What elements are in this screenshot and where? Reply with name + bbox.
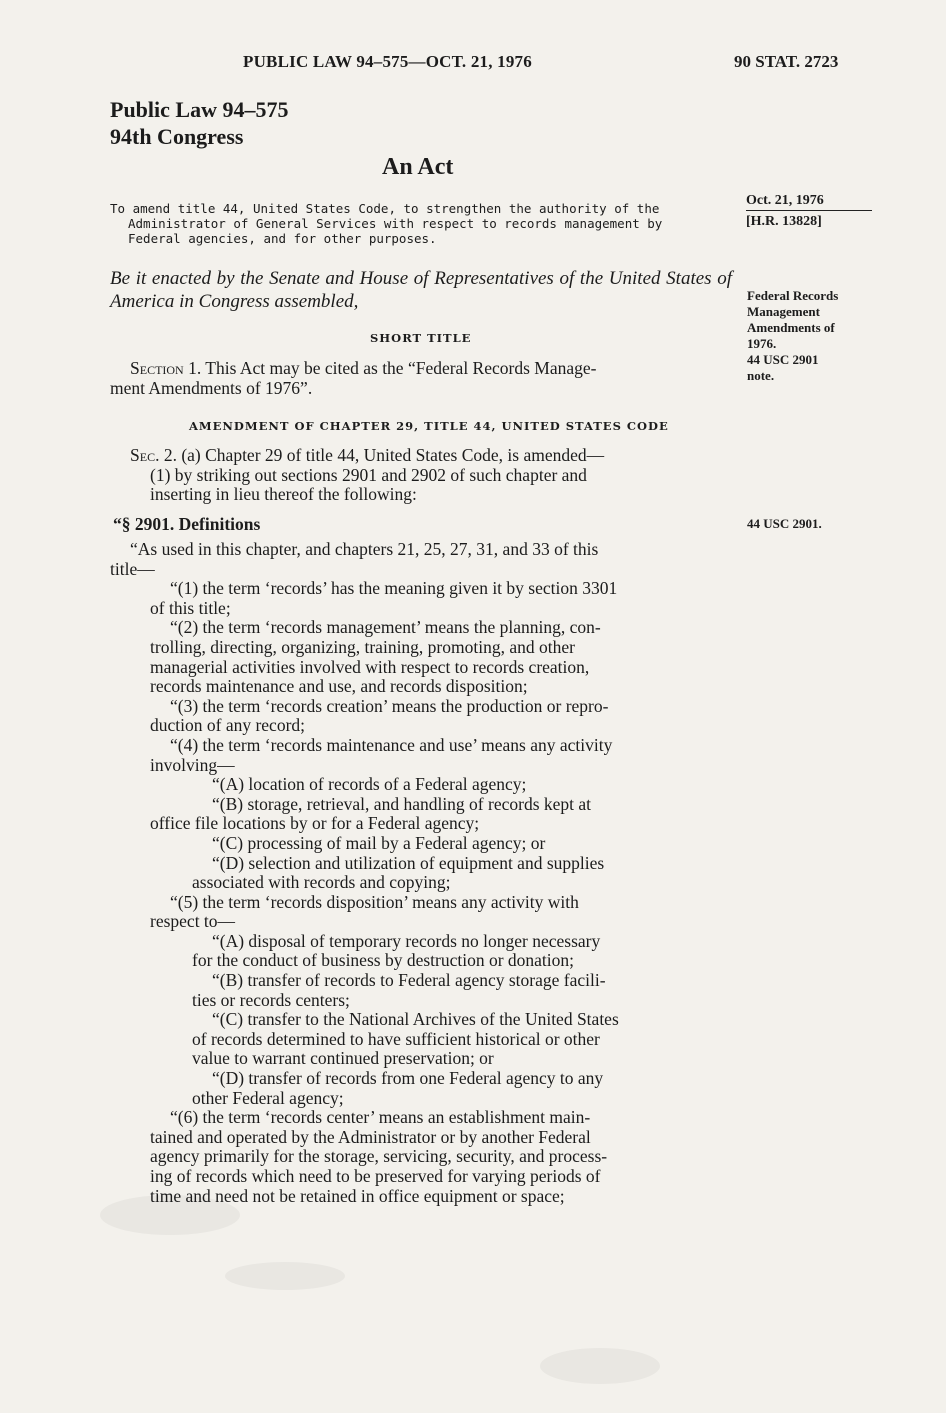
- definition-line: trolling, directing, organizing, training, promoting, and other: [150, 636, 575, 657]
- section-line: inserting in lieu thereof the following:: [150, 484, 417, 505]
- definitions-body: [110, 540, 732, 1206]
- section-line: (1) by striking out sections 2901 and 2902 of such chapter and: [150, 464, 587, 485]
- enacting-clause: Be it enacted by the Senate and House of Representatives of the United States of America in Congress assembled,: [110, 268, 732, 312]
- section-line: [110, 359, 732, 379]
- definition-line: title—: [110, 558, 155, 579]
- section-line: [110, 446, 732, 466]
- definition-line: ties or records centers;: [192, 989, 350, 1010]
- short-title-heading: SHORT TITLE: [370, 331, 472, 345]
- definition-line: value to warrant continued preservation; or: [192, 1048, 494, 1069]
- bill-number: [H.R. 13828]: [746, 214, 822, 229]
- definition-line: tained and operated by the Administrator or by another Federal: [150, 1126, 591, 1147]
- definition-line: involving—: [150, 754, 235, 775]
- section-text: 1. This Act may be cited as the “Federal Records Manage-: [183, 358, 597, 378]
- scan-smudge: [540, 1348, 660, 1384]
- date-rule: [746, 210, 872, 211]
- definition-line: associated with records and copying;: [192, 872, 451, 893]
- margin-note-short-title: [747, 288, 872, 384]
- definition-line: “(B) storage, retrieval, and handling of records kept at: [212, 793, 592, 814]
- definition-line: ing of records which need to be preserved for varying periods of: [150, 1166, 601, 1186]
- purpose-line: Federal agencies, and for other purposes.: [128, 231, 437, 246]
- margin-note-line: note.: [747, 368, 775, 383]
- definitions-heading: “§ 2901. Definitions: [113, 514, 261, 534]
- definition-line: “(C) processing of mail by a Federal agency; or: [212, 832, 546, 853]
- section-label: Sec.: [130, 445, 160, 465]
- section-2: [110, 446, 732, 505]
- definition-line: other Federal agency;: [192, 1087, 344, 1108]
- section-text: 2. (a) Chapter 29 of title 44, United States Code, is amended—: [159, 445, 605, 465]
- congress-number: 94th Congress: [110, 124, 244, 149]
- definition-line: “(1) the term ‘records’ has the meaning given it by section 3301: [170, 578, 618, 599]
- definition-line: “(C) transfer to the National Archives of the United States: [212, 1009, 619, 1030]
- enactment-date: Oct. 21, 1976: [746, 193, 824, 208]
- definition-line: respect to—: [150, 911, 236, 932]
- law-identifier: [110, 96, 288, 150]
- definition-line: “(2) the term ‘records management’ means the planning, con-: [170, 617, 601, 638]
- public-law-number: Public Law 94–575: [110, 97, 289, 122]
- margin-note-usc: 44 USC 2901.: [747, 516, 822, 531]
- definition-line: “(5) the term ‘records disposition’ means any activity with: [170, 891, 579, 912]
- definition-line: managerial activities involved with respect to records creation,: [150, 656, 590, 677]
- definition-line: “As used in this chapter, and chapters 21, 25, 27, 31, and 33 of this: [130, 539, 599, 559]
- definition-line: of records determined to have sufficient historical or other: [192, 1028, 600, 1049]
- scan-smudge: [225, 1262, 345, 1290]
- definition-line: records maintenance and use, and records disposition;: [150, 676, 528, 697]
- section-1: [110, 359, 732, 398]
- definition-line: “(A) location of records of a Federal agency;: [212, 774, 527, 795]
- section-line: ment Amendments of 1976”.: [110, 377, 313, 398]
- amendment-heading: AMENDMENT OF CHAPTER 29, TITLE 44, UNITED STATES CODE: [189, 419, 669, 433]
- margin-note-line: 44 USC 2901: [747, 352, 819, 367]
- definition-line: time and need not be retained in office equipment or space;: [150, 1185, 565, 1206]
- definition-line: agency primarily for the storage, servicing, security, and process-: [150, 1146, 608, 1167]
- purpose-line: To amend title 44, United States Code, to strengthen the authority of the: [110, 201, 660, 216]
- statute-page-ref: 90 STAT. 2723: [734, 52, 839, 71]
- definition-line: “(D) selection and utilization of equipment and supplies: [212, 852, 605, 873]
- margin-note-line: 1976.: [747, 336, 777, 351]
- running-head: PUBLIC LAW 94–575—OCT. 21, 1976: [243, 52, 532, 71]
- definition-line: for the conduct of business by destruction or donation;: [192, 950, 575, 971]
- definition-line: office file locations by or for a Federal agency;: [150, 813, 480, 834]
- definition-line: duction of any record;: [150, 715, 306, 736]
- definition-line: of this title;: [150, 597, 231, 618]
- purpose-clause: [110, 201, 734, 246]
- definition-line: “(4) the term ‘records maintenance and use’ means any activity: [170, 734, 613, 755]
- definition-line: “(B) transfer of records to Federal agency storage facili-: [212, 970, 606, 991]
- definition-line: “(D) transfer of records from one Federal agency to any: [212, 1068, 604, 1089]
- purpose-line: Administrator of General Services with respect to records management by: [128, 216, 663, 231]
- definition-line: “(A) disposal of temporary records no longer necessary: [212, 930, 601, 951]
- margin-note-line: Management: [747, 304, 820, 319]
- enactment-date-note: [746, 193, 872, 230]
- definition-line: “(3) the term ‘records creation’ means the production or repro-: [170, 695, 609, 716]
- section-label: Section: [130, 358, 184, 378]
- act-title: An Act: [382, 154, 454, 180]
- definition-line: “(6) the term ‘records center’ means an establishment main-: [170, 1107, 591, 1128]
- margin-note-line: Federal Records: [747, 288, 839, 303]
- margin-note-line: Amendments of: [747, 320, 835, 335]
